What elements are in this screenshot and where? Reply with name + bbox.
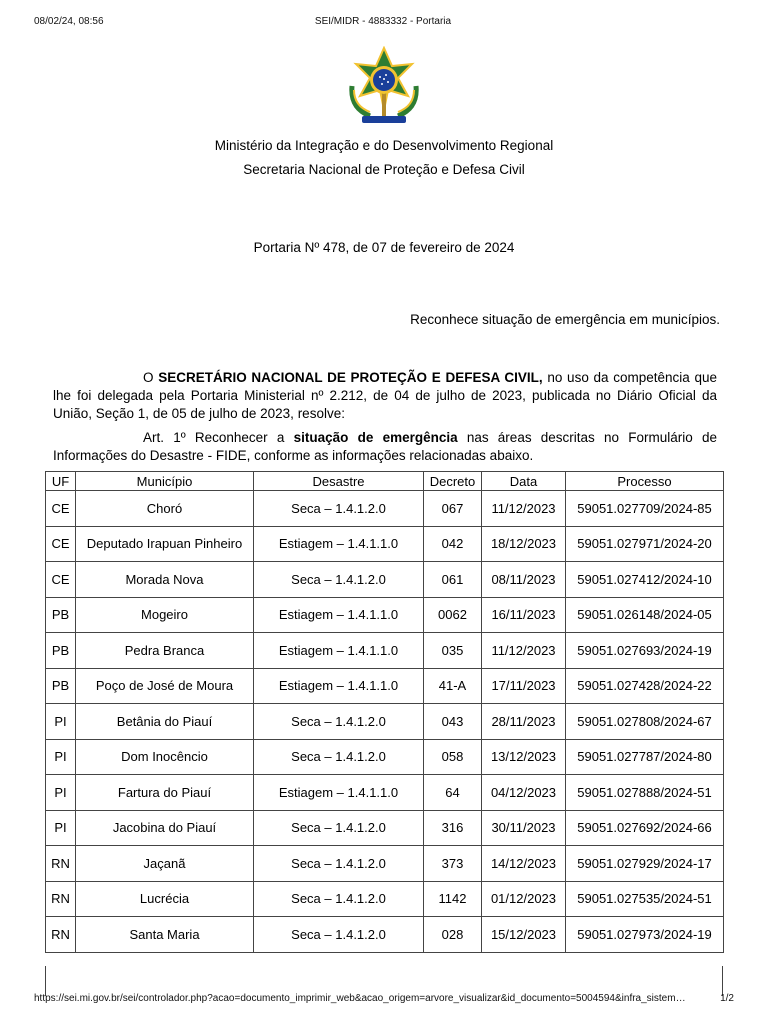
article-1-paragraph: [53, 429, 717, 465]
cell-municipio: Betânia do Piauí: [76, 704, 254, 740]
preamble-prefix: O: [143, 370, 159, 385]
table-row: [46, 704, 724, 740]
cell-desastre: Seca – 1.4.1.2.0: [254, 881, 424, 917]
table-row: [46, 846, 724, 882]
cell-processo: 59051.027973/2024-19: [566, 917, 724, 953]
cell-desastre: Seca – 1.4.1.2.0: [254, 491, 424, 527]
cell-municipio: Dom Inocêncio: [76, 739, 254, 775]
cell-municipio: Poço de José de Moura: [76, 668, 254, 704]
cell-desastre: Estiagem – 1.4.1.1.0: [254, 597, 424, 633]
cell-processo: 59051.027971/2024-20: [566, 526, 724, 562]
cell-uf: PB: [46, 668, 76, 704]
cell-data: 08/11/2023: [482, 562, 566, 598]
cell-data: 15/12/2023: [482, 917, 566, 953]
cell-decreto: 0062: [424, 597, 482, 633]
cell-municipio: Fartura do Piauí: [76, 775, 254, 811]
cell-uf: CE: [46, 562, 76, 598]
preamble-paragraph: [53, 369, 717, 423]
print-url: https://sei.mi.gov.br/sei/controlador.php?acao=documento_imprimir_web&acao_origem=arvore_visualizar&id_documento=5004594&infra_sistem…: [34, 993, 686, 1004]
cell-processo: 59051.027412/2024-10: [566, 562, 724, 598]
cell-data: 14/12/2023: [482, 846, 566, 882]
cell-municipio: Mogeiro: [76, 597, 254, 633]
cell-data: 01/12/2023: [482, 881, 566, 917]
table-row: [46, 881, 724, 917]
cell-processo: 59051.027535/2024-51: [566, 881, 724, 917]
cell-municipio: Morada Nova: [76, 562, 254, 598]
cell-desastre: Seca – 1.4.1.2.0: [254, 562, 424, 598]
print-header: [34, 16, 732, 30]
cell-uf: CE: [46, 526, 76, 562]
cell-municipio: Deputado Irapuan Pinheiro: [76, 526, 254, 562]
table-row: [46, 491, 724, 527]
preamble-text: no uso da competência que lhe foi delegada pela Portaria Ministerial nº 2.212, de 04 de julho de 2023, publicada no Diário Oficial da União, Seção 1, de 05 de julho de 2023, resolve:: [53, 370, 717, 421]
cell-decreto: 373: [424, 846, 482, 882]
cell-desastre: Seca – 1.4.1.2.0: [254, 704, 424, 740]
table-row: [46, 917, 724, 953]
cell-decreto: 067: [424, 491, 482, 527]
cell-uf: PB: [46, 597, 76, 633]
cell-decreto: 028: [424, 917, 482, 953]
cell-desastre: Seca – 1.4.1.2.0: [254, 739, 424, 775]
cell-decreto: 042: [424, 526, 482, 562]
cell-data: 16/11/2023: [482, 597, 566, 633]
cell-decreto: 64: [424, 775, 482, 811]
cell-data: 11/12/2023: [482, 633, 566, 669]
cell-municipio: Choró: [76, 491, 254, 527]
cell-uf: RN: [46, 917, 76, 953]
cell-data: 04/12/2023: [482, 775, 566, 811]
header-data: Data: [482, 472, 566, 491]
cell-uf: PI: [46, 739, 76, 775]
page-number: 1/2: [720, 993, 734, 1004]
table-continuation: [45, 966, 723, 996]
cell-data: 11/12/2023: [482, 491, 566, 527]
cell-data: 17/11/2023: [482, 668, 566, 704]
header-municipio: Município: [76, 472, 254, 491]
cell-decreto: 1142: [424, 881, 482, 917]
print-doc-title: SEI/MIDR - 4883332 - Portaria: [314, 16, 452, 27]
cell-decreto: 058: [424, 739, 482, 775]
cell-processo: 59051.027428/2024-22: [566, 668, 724, 704]
table-row: [46, 739, 724, 775]
cell-decreto: 41-A: [424, 668, 482, 704]
header-decreto: Decreto: [424, 472, 482, 491]
cell-municipio: Santa Maria: [76, 917, 254, 953]
cell-municipio: Pedra Branca: [76, 633, 254, 669]
cell-processo: 59051.027692/2024-66: [566, 810, 724, 846]
brazil-coat-of-arms-icon: [346, 46, 422, 130]
cell-data: 28/11/2023: [482, 704, 566, 740]
cell-processo: 59051.027709/2024-85: [566, 491, 724, 527]
print-footer: [34, 993, 734, 1007]
cell-desastre: Seca – 1.4.1.2.0: [254, 810, 424, 846]
municipalities-table: [45, 471, 724, 953]
cell-data: 30/11/2023: [482, 810, 566, 846]
cell-desastre: Estiagem – 1.4.1.1.0: [254, 775, 424, 811]
cell-municipio: Lucrécia: [76, 881, 254, 917]
cell-desastre: Seca – 1.4.1.2.0: [254, 917, 424, 953]
document-ementa: Reconhece situação de emergência em municípios.: [410, 312, 720, 327]
cell-uf: PI: [46, 775, 76, 811]
table-header-row: [46, 472, 724, 491]
cell-desastre: Estiagem – 1.4.1.1.0: [254, 633, 424, 669]
cell-uf: PI: [46, 810, 76, 846]
cell-decreto: 061: [424, 562, 482, 598]
cell-processo: 59051.027888/2024-51: [566, 775, 724, 811]
article-1-text: nas áreas descritas no Formulário de Informações do Desastre - FIDE, conforme as informações relacionadas abaixo.: [53, 430, 717, 463]
ministry-name: Ministério da Integração e do Desenvolvimento Regional: [214, 138, 554, 153]
cell-decreto: 043: [424, 704, 482, 740]
table-row: [46, 633, 724, 669]
cell-processo: 59051.027787/2024-80: [566, 739, 724, 775]
cell-uf: PB: [46, 633, 76, 669]
preamble-authority: SECRETÁRIO NACIONAL DE PROTEÇÃO E DEFESA CIVIL,: [158, 370, 543, 385]
cell-processo: 59051.026148/2024-05: [566, 597, 724, 633]
cell-processo: 59051.027693/2024-19: [566, 633, 724, 669]
cell-desastre: Seca – 1.4.1.2.0: [254, 846, 424, 882]
cell-processo: 59051.027808/2024-67: [566, 704, 724, 740]
article-1-emphasis: situação de emergência: [293, 430, 458, 445]
cell-decreto: 316: [424, 810, 482, 846]
cell-uf: CE: [46, 491, 76, 527]
cell-data: 18/12/2023: [482, 526, 566, 562]
article-1-prefix: Art. 1º Reconhecer a: [143, 430, 294, 445]
header-uf: UF: [46, 472, 76, 491]
cell-municipio: Jaçanã: [76, 846, 254, 882]
header-desastre: Desastre: [254, 472, 424, 491]
cell-uf: RN: [46, 846, 76, 882]
table-row: [46, 526, 724, 562]
secretariat-name: Secretaria Nacional de Proteção e Defesa Civil: [243, 162, 525, 177]
table-row: [46, 562, 724, 598]
header-processo: Processo: [566, 472, 724, 491]
cell-municipio: Jacobina do Piauí: [76, 810, 254, 846]
cell-uf: RN: [46, 881, 76, 917]
cell-desastre: Estiagem – 1.4.1.1.0: [254, 526, 424, 562]
document-title: Portaria Nº 478, de 07 de fevereiro de 2024: [253, 240, 515, 255]
cell-uf: PI: [46, 704, 76, 740]
table-row: [46, 775, 724, 811]
table-row: [46, 668, 724, 704]
cell-decreto: 035: [424, 633, 482, 669]
cell-desastre: Estiagem – 1.4.1.1.0: [254, 668, 424, 704]
cell-data: 13/12/2023: [482, 739, 566, 775]
table-row: [46, 810, 724, 846]
table-row: [46, 597, 724, 633]
cell-processo: 59051.027929/2024-17: [566, 846, 724, 882]
print-datetime: 08/02/24, 08:56: [34, 16, 104, 27]
